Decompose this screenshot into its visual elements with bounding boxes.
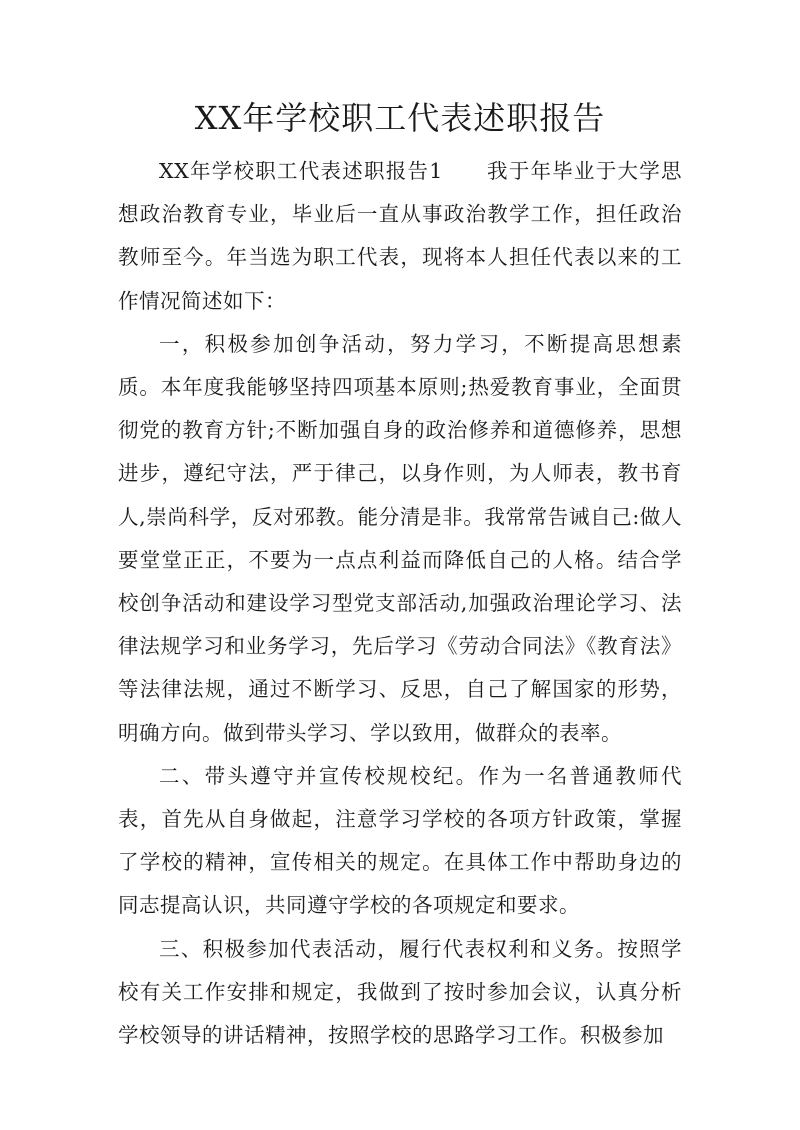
- document-body: [118, 150, 682, 1057]
- document-title: XX年学校职工代表述职报告: [194, 99, 606, 137]
- paragraph-section-3: 三、积极参加代表活动，履行代表权利和义务。按照学校有关工作安排和规定，我做到了按时参加会议，认真分析学校领导的讲话精神，按照学校的思路学习工作。积极参加: [118, 936, 682, 1048]
- paragraph-section-2: 二、带头遵守并宣传校规校纪。作为一名普通教师代表，首先从自身做起，注意学习学校的各项方针政策，掌握了学校的精神，宣传相关的规定。在具体工作中帮助身边的同志提高认识，共同遵守学校的各项规定和要求。: [118, 763, 682, 918]
- paragraph-section-1: 一，积极参加创争活动，努力学习，不断提高思想素质。本年度我能够坚持四项基本原则;热爱教育事业，全面贯彻党的教育方针;不断加强自身的政治修养和道德修养，思想进步，遵纪守法，严于律己，以身作则，为人师表，教书育人,崇尚科学，反对邪教。能分清是非。我常常告诫自己:做人要堂堂正正，不要为一点点利益而降低自己的人格。结合学校创争活动和建设学习型党支部活动,加强政治理论学习、法律法规学习和业务学习，先后学习《劳动合同法》《教育法》等法律法规，通过不断学习、反思，自己了解国家的形势，明确方向。做到带头学习、学以致用，做群众的表率。: [118, 331, 682, 745]
- paragraph-intro: XX年学校职工代表述职报告1 我于年毕业于大学思想政治教育专业，毕业后一直从事政治教学工作，担任政治教师至今。年当选为职工代表，现将本人担任代表以来的工作情况简述如下：: [118, 159, 682, 313]
